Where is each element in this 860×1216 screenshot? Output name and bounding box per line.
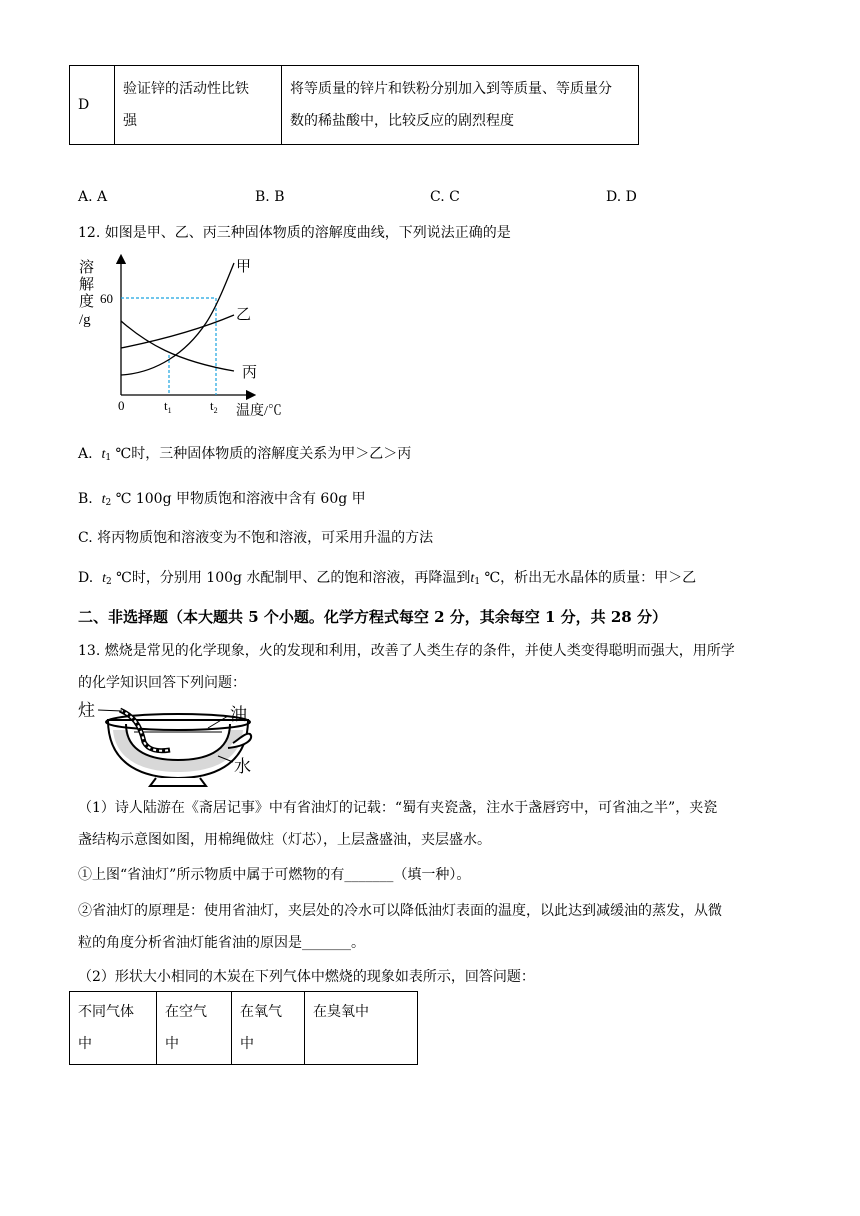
curve-label-jia: 甲 — [236, 259, 252, 275]
solubility-chart — [76, 253, 296, 418]
origin-label: 0 — [118, 398, 125, 413]
curve-label-bing: 丙 — [242, 365, 258, 381]
q11-option-d: D. D — [606, 189, 637, 205]
row-purpose — [115, 66, 282, 145]
x-axis-label: 温度/℃ — [236, 404, 282, 418]
header-line: 中 — [240, 1036, 254, 1052]
y-label-2: 解 — [79, 277, 95, 293]
header-line: 中 — [165, 1036, 179, 1052]
q13-p1-q2-line1: ②省油灯的原理是：使用省油灯，夹层处的冷水可以降低油灯表面的温度，以此达到减缓油的蒸发，从微 — [78, 903, 722, 919]
row-method-line: 将等质量的锌片和铁粉分别加入到等质量、等质量分 — [290, 81, 612, 97]
header-line: 不同气体 — [78, 1004, 134, 1020]
q11-table — [69, 65, 639, 145]
q12-option-a: A. $t_1$ ℃时，三种固体物质的溶解度关系为甲＞乙＞丙 — [78, 446, 412, 463]
x-tick-t1: $t_1$ — [164, 398, 172, 415]
header-cell — [70, 992, 157, 1065]
label-water: 水 — [234, 757, 251, 776]
oil-lamp-figure — [78, 698, 278, 788]
table-row — [70, 66, 639, 145]
label-oil: 油 — [230, 705, 247, 724]
section-heading: 二、非选择题（本大题共 5 个小题。化学方程式每空 2 分，其余每空 1 分，共 28 分） — [78, 608, 667, 626]
header-line: 在空气 — [165, 1004, 207, 1020]
q12-option-d: D. $t_2$ ℃时，分别用 100g 水配制甲、乙的饱和溶液，再降温到$t_1$ ℃，析出无水晶体的质量：甲＞乙 — [78, 570, 697, 587]
header-cell — [232, 992, 305, 1065]
header-cell — [157, 992, 232, 1065]
q13-p2: （2）形状大小相同的木炭在下列气体中燃烧的现象如表所示，回答问题： — [78, 969, 535, 985]
q11-option-a: A. A — [78, 189, 108, 205]
q13-p1-q1: ①上图“省油灯”所示物质中属于可燃物的有_______（填一种）。 — [78, 867, 471, 883]
label-wick: 炷 — [78, 701, 95, 720]
header-line: 在臭氧中 — [313, 1004, 369, 1020]
curve-bing — [121, 321, 234, 371]
q13-stem-line1: 13. 燃烧是常见的化学现象，火的发现和利用，改善了人类生存的条件，并使人类变得聪明而强大，用所学 — [78, 643, 735, 659]
q12-option-c: C. 将丙物质饱和溶液变为不饱和溶液，可采用升温的方法 — [78, 530, 434, 546]
x-tick-t2: $t_2$ — [210, 398, 218, 415]
q11-option-c: C. C — [430, 189, 460, 205]
row-method-line: 数的稀盐酸中，比较反应的剧烈程度 — [290, 113, 514, 129]
header-cell — [305, 992, 418, 1065]
lamp-base — [150, 778, 206, 786]
q13-p1-q2-line2: 粒的角度分析省油灯能省油的原因是_______。 — [78, 935, 365, 951]
q12-option-b: B. $t_2$ ℃ 100g 甲物质饱和溶液中含有 60g 甲 — [78, 491, 366, 508]
y-label-3: 度 — [79, 294, 95, 310]
q13-table — [69, 991, 418, 1065]
q13-p1-line1: （1）诗人陆游在《斋居记事》中有省油灯的记载：“蜀有夹瓷盏，注水于盏唇窍中，可省油之半”，夹瓷 — [78, 800, 718, 816]
y-tick-60: 60 — [100, 291, 113, 306]
header-line: 中 — [78, 1036, 92, 1052]
q13-p1-line2: 盏结构示意图如图，用棉绳做炷（灯芯），上层盏盛油，夹层盛水。 — [78, 832, 491, 848]
row-label: D — [70, 66, 115, 145]
y-label-1: 溶 — [79, 260, 95, 276]
table-header-row — [70, 992, 418, 1065]
curve-label-yi: 乙 — [236, 307, 252, 323]
row-purpose-line: 强 — [123, 113, 137, 129]
row-purpose-line: 验证锌的活动性比铁 — [123, 81, 249, 97]
y-label-4: /g — [79, 312, 91, 328]
q11-option-b: B. B — [255, 189, 285, 205]
curve-jia — [121, 263, 234, 375]
curve-yi — [121, 315, 234, 348]
q12-stem: 12. 如图是甲、乙、丙三种固体物质的溶解度曲线，下列说法正确的是 — [78, 225, 511, 241]
row-method — [282, 66, 639, 145]
q13-stem-line2: 的化学知识回答下列问题： — [78, 675, 246, 691]
leader-wick — [98, 710, 122, 711]
header-line: 在氧气 — [240, 1004, 282, 1020]
